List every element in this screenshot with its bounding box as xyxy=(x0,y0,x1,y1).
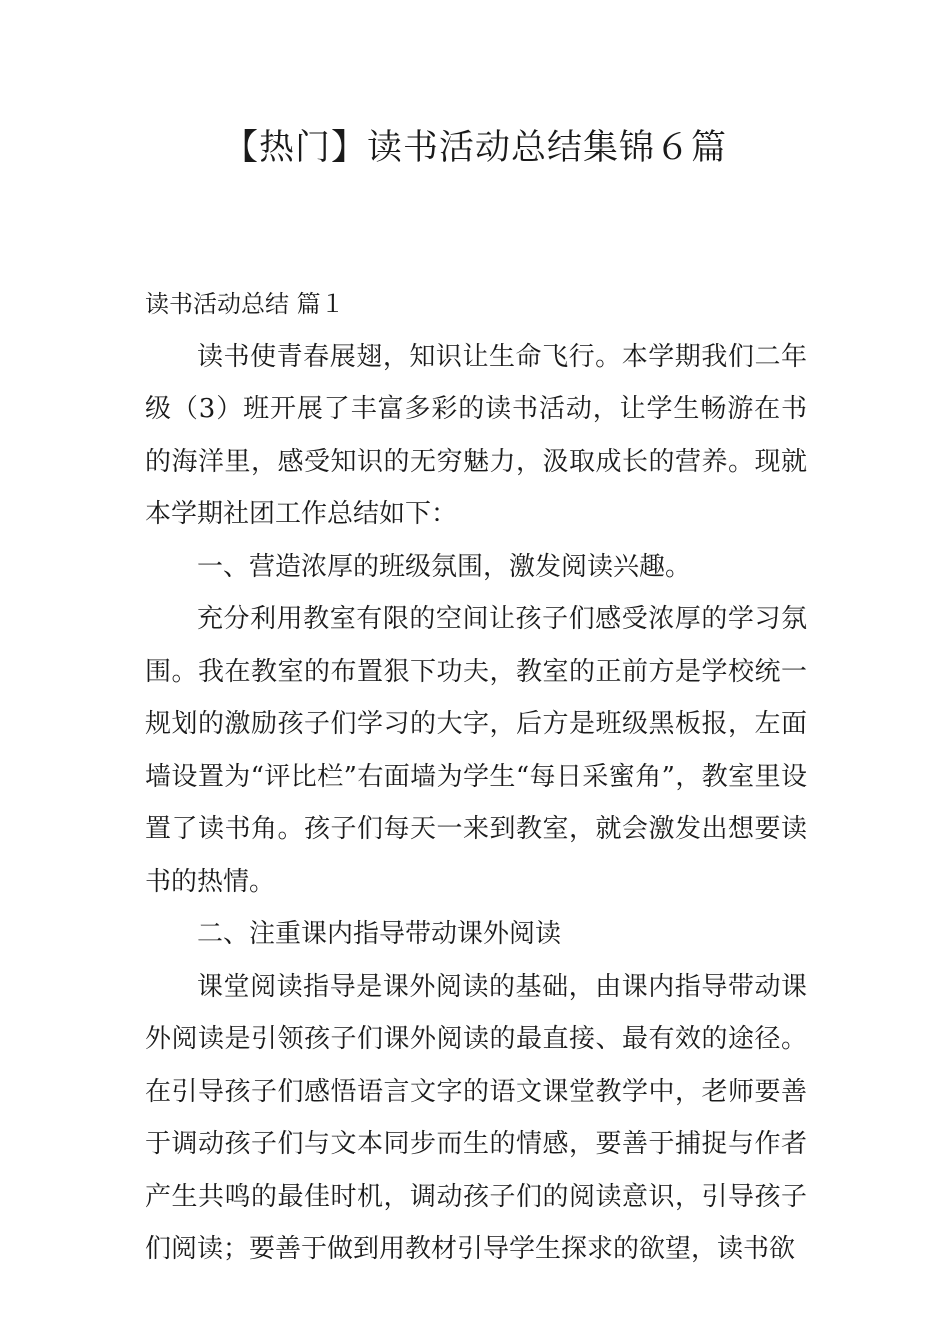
document-title: 【热门】读书活动总结集锦６篇 xyxy=(222,128,727,168)
intro-paragraph: 读书使青春展翅，知识让生命飞行。本学期我们二年级（3）班开展了丰富多彩的读书活动，让学生畅游在书的海洋里，感受知识的无穷魅力，汲取成长的营养。现就本学期社团工作总结如下： xyxy=(145,341,807,529)
subheading-two: 二、注重课内指导带动课外阅读 xyxy=(197,919,562,949)
document-body xyxy=(145,278,807,1276)
section-heading: 读书活动总结 篇１ xyxy=(145,290,345,318)
paragraph-classroom-atmosphere: 充分利用教室有限的空间让孩子们感受浓厚的学习氛围。我在教室的布置狠下功夫，教室的正前方是学校统一规划的激励孩子们学习的大字，后方是班级黑板报，左面墙设置为“评比栏”右面墙为学生“每日采蜜角”，教室里设置了读书角。孩子们每天一来到教室，就会激发出想要读书的热情。 xyxy=(145,604,807,897)
subheading-one: 一、营造浓厚的班级氛围，激发阅读兴趣。 xyxy=(197,551,692,582)
paragraph-classroom-guidance: 课堂阅读指导是课外阅读的基础，由课内指导带动课外阅读是引领孩子们课外阅读的最直接、最有效的途径。在引导孩子们感悟语言文字的语文课堂教学中，老师要善于调动孩子们与文本同步而生的情感，要善于捕捉与作者产生共鸣的最佳时机，调动孩子们的阅读意识，引导孩子们阅读；要善于做到用教材引导学生探求的欲望，读书欲 xyxy=(145,971,807,1264)
